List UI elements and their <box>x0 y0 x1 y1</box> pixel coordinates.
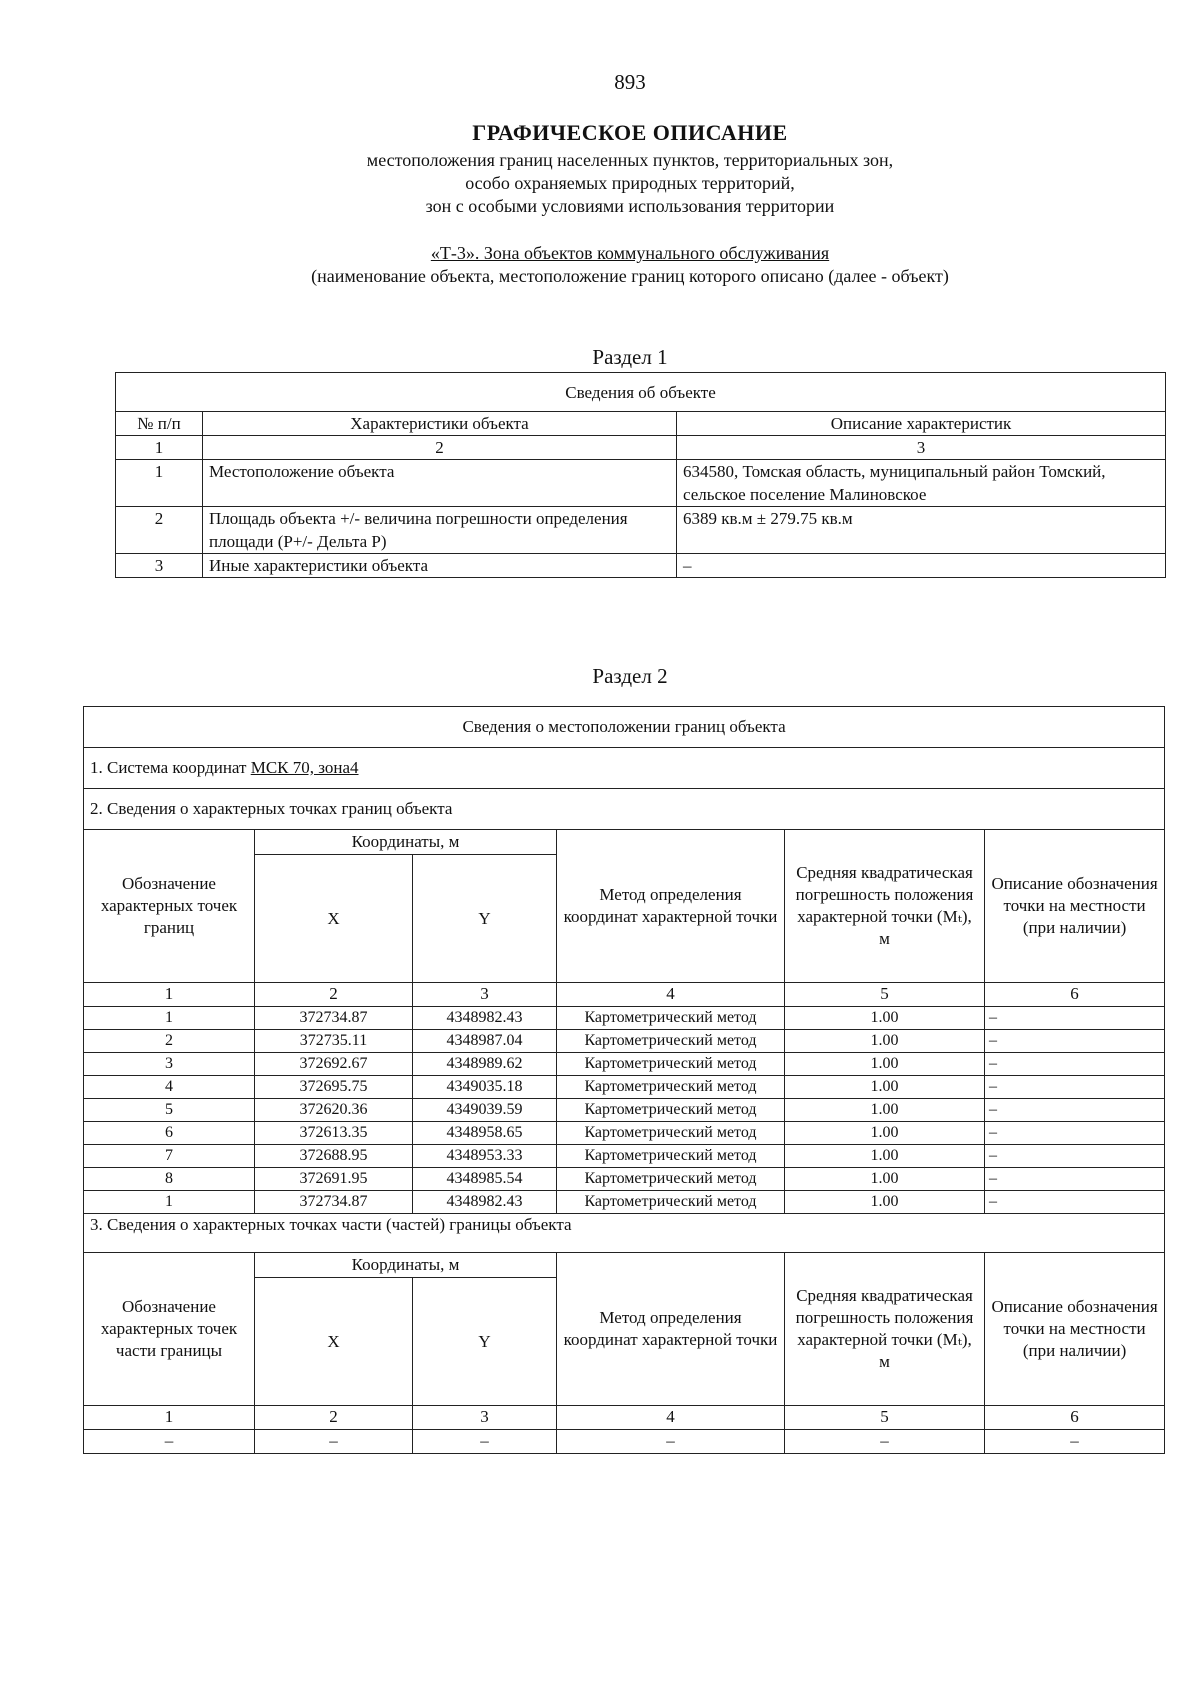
column-number: 1 <box>84 983 255 1007</box>
point-id: 1 <box>84 1191 255 1214</box>
column-number: 4 <box>557 1406 785 1430</box>
subtitle-line: местоположения границ населенных пунктов, территориальных зон, <box>366 150 894 170</box>
point-method: Картометрический метод <box>557 1191 785 1214</box>
characteristic-name: Иные характеристики объекта <box>203 554 677 578</box>
section2-heading: Раздел 2 <box>592 664 668 688</box>
point-error: 1.00 <box>785 1168 985 1191</box>
column-header: Характеристики объекта <box>203 412 677 436</box>
point-id: 7 <box>84 1145 255 1168</box>
table-row <box>116 460 1166 507</box>
coords-header: Координаты, м <box>255 830 557 855</box>
point-desc: – <box>985 1145 1165 1168</box>
table-row <box>84 1191 1165 1214</box>
column-number: 1 <box>116 436 203 460</box>
point-desc: – <box>985 1007 1165 1030</box>
point-y: 4348982.43 <box>413 1007 557 1030</box>
point-method: Картометрический метод <box>557 1122 785 1145</box>
part-description-header: Описание обозначения точки на местности (при наличии) <box>985 1253 1165 1406</box>
point-x: 372735.11 <box>255 1030 413 1053</box>
part-cell: – <box>557 1430 785 1454</box>
column-number: 3 <box>413 983 557 1007</box>
point-id: 3 <box>84 1053 255 1076</box>
part-y-header: Y <box>413 1278 557 1406</box>
subtitle-line: зон с особыми условиями использования территории <box>425 196 835 216</box>
point-x: 372691.95 <box>255 1168 413 1191</box>
object-name: «Т-3». Зона объектов коммунального обслуживания <box>430 243 830 263</box>
table-caption: Сведения о местоположении границ объекта <box>84 707 1165 748</box>
section1-heading: Раздел 1 <box>592 345 668 369</box>
point-x: 372620.36 <box>255 1099 413 1122</box>
point-desc: – <box>985 1030 1165 1053</box>
point-method: Картометрический метод <box>557 1099 785 1122</box>
column-number: 5 <box>785 1406 985 1430</box>
table-row <box>84 1030 1165 1053</box>
points-heading: 2. Сведения о характерных точках границ объекта <box>84 789 1165 830</box>
point-x: 372613.35 <box>255 1122 413 1145</box>
part-cell: – <box>785 1430 985 1454</box>
point-error: 1.00 <box>785 1122 985 1145</box>
point-desc: – <box>985 1122 1165 1145</box>
point-error: 1.00 <box>785 1030 985 1053</box>
point-desc: – <box>985 1053 1165 1076</box>
y-header: Y <box>413 855 557 983</box>
column-number: 6 <box>985 1406 1165 1430</box>
table-row <box>84 1099 1165 1122</box>
part-method-header: Метод определения координат характерной точки <box>557 1253 785 1406</box>
point-x: 372692.67 <box>255 1053 413 1076</box>
method-header: Метод определения координат характерной точки <box>557 830 785 983</box>
point-method: Картометрический метод <box>557 1007 785 1030</box>
part-error-header: Средняя квадратическая погрешность положения характерной точки (Mₜ), м <box>785 1253 985 1406</box>
table-row <box>84 1076 1165 1099</box>
point-y: 4348958.65 <box>413 1122 557 1145</box>
coord-system-label: 1. Система координат <box>90 758 247 777</box>
point-x: 372734.87 <box>255 1191 413 1214</box>
point-desc: – <box>985 1191 1165 1214</box>
part-cell: – <box>84 1430 255 1454</box>
column-header: № п/п <box>116 412 203 436</box>
column-number: 2 <box>203 436 677 460</box>
characteristic-value: 634580, Томская область, муниципальный район Томский, сельское поселение Малиновское <box>677 460 1166 507</box>
object-info-table <box>115 372 1166 578</box>
point-desc: – <box>985 1099 1165 1122</box>
point-y: 4348989.62 <box>413 1053 557 1076</box>
row-number: 1 <box>116 460 203 507</box>
point-method: Картометрический метод <box>557 1053 785 1076</box>
part-cell: – <box>413 1430 557 1454</box>
characteristic-name: Местоположение объекта <box>203 460 677 507</box>
point-method: Картометрический метод <box>557 1030 785 1053</box>
point-x: 372688.95 <box>255 1145 413 1168</box>
column-header: Описание характеристик <box>677 412 1166 436</box>
point-desc: – <box>985 1168 1165 1191</box>
point-id: 8 <box>84 1168 255 1191</box>
x-header: X <box>255 855 413 983</box>
table-row <box>84 1430 1165 1454</box>
point-error: 1.00 <box>785 1145 985 1168</box>
part-coords-header: Координаты, м <box>255 1253 557 1278</box>
point-y: 4348982.43 <box>413 1191 557 1214</box>
table-row <box>84 1168 1165 1191</box>
point-error: 1.00 <box>785 1007 985 1030</box>
point-y: 4348985.54 <box>413 1168 557 1191</box>
point-error: 1.00 <box>785 1099 985 1122</box>
point-desc: – <box>985 1076 1165 1099</box>
table-row <box>84 1053 1165 1076</box>
point-y: 4348987.04 <box>413 1030 557 1053</box>
point-y: 4348953.33 <box>413 1145 557 1168</box>
subtitle-line: особо охраняемых природных территорий, <box>465 173 795 193</box>
row-number: 3 <box>116 554 203 578</box>
point-id: 4 <box>84 1076 255 1099</box>
point-error: 1.00 <box>785 1053 985 1076</box>
object-caption: (наименование объекта, местоположение границ которого описано (далее - объект) <box>311 266 949 286</box>
point-y: 4349039.59 <box>413 1099 557 1122</box>
part-cell: – <box>255 1430 413 1454</box>
table-row <box>84 1145 1165 1168</box>
designation-header: Обозначение характерных точек границ <box>84 830 255 983</box>
characteristic-name: Площадь объекта +/- величина погрешности определения площади (Р+/- Дельта Р) <box>203 507 677 554</box>
table-caption: Сведения об объекте <box>116 373 1166 412</box>
error-header: Средняя квадратическая погрешность положения характерной точки (Mₜ), м <box>785 830 985 983</box>
characteristic-value: – <box>677 554 1166 578</box>
point-method: Картометрический метод <box>557 1145 785 1168</box>
column-number: 4 <box>557 983 785 1007</box>
coord-system-value: МСК 70, зона4 <box>250 758 359 777</box>
point-id: 2 <box>84 1030 255 1053</box>
row-number: 2 <box>116 507 203 554</box>
point-id: 5 <box>84 1099 255 1122</box>
point-error: 1.00 <box>785 1191 985 1214</box>
table-row <box>116 507 1166 554</box>
part-designation-header: Обозначение характерных точек части границы <box>84 1253 255 1406</box>
point-method: Картометрический метод <box>557 1076 785 1099</box>
point-x: 372734.87 <box>255 1007 413 1030</box>
point-method: Картометрический метод <box>557 1168 785 1191</box>
column-number: 6 <box>985 983 1165 1007</box>
point-error: 1.00 <box>785 1076 985 1099</box>
column-number: 1 <box>84 1406 255 1430</box>
parts-heading: 3. Сведения о характерных точках части (частей) границы объекта <box>84 1214 1165 1253</box>
column-number: 3 <box>677 436 1166 460</box>
document-title: ГРАФИЧЕСКОЕ ОПИСАНИЕ <box>472 120 788 145</box>
table-row <box>84 1122 1165 1145</box>
point-id: 6 <box>84 1122 255 1145</box>
point-x: 372695.75 <box>255 1076 413 1099</box>
point-id: 1 <box>84 1007 255 1030</box>
part-cell: – <box>985 1430 1165 1454</box>
description-header: Описание обозначения точки на местности (при наличии) <box>985 830 1165 983</box>
column-number: 2 <box>255 1406 413 1430</box>
table-row <box>116 554 1166 578</box>
column-number: 3 <box>413 1406 557 1430</box>
point-y: 4349035.18 <box>413 1076 557 1099</box>
characteristic-value: 6389 кв.м ± 279.75 кв.м <box>677 507 1166 554</box>
table-row <box>84 1007 1165 1030</box>
column-number: 2 <box>255 983 413 1007</box>
page-number: 893 <box>614 70 646 94</box>
column-number: 5 <box>785 983 985 1007</box>
boundary-table <box>83 706 1165 1454</box>
part-x-header: X <box>255 1278 413 1406</box>
coord-system-row <box>84 748 1165 789</box>
